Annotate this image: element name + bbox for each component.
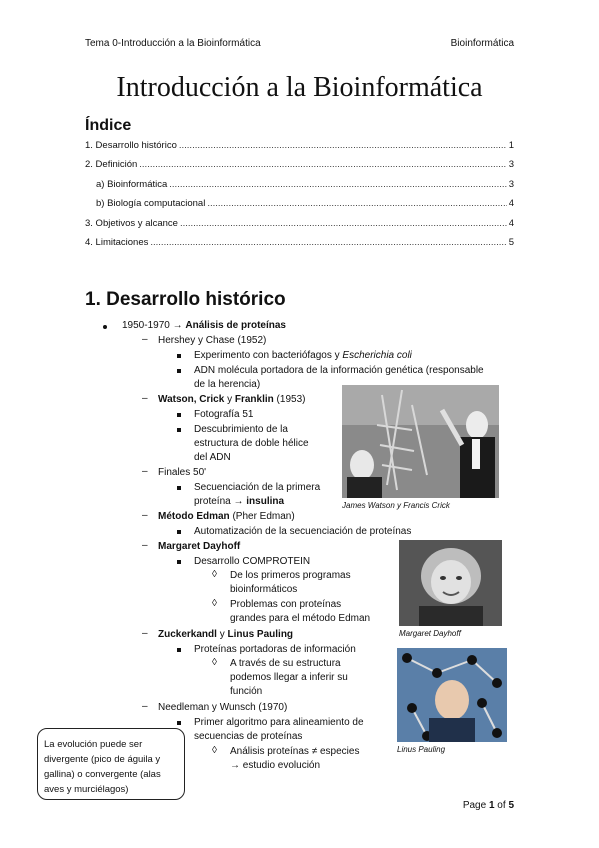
pauling-photo	[397, 648, 507, 742]
list-item-secuenciacion: Secuenciación de la primera	[194, 482, 321, 493]
list-item-adn: ADN molécula portadora de la información genética (responsable	[194, 365, 484, 376]
list-item-finales-50: Finales 50'	[158, 467, 207, 478]
diamond-icon: ◊	[212, 657, 217, 668]
list-item-problemas: Problemas con proteínas	[230, 599, 342, 610]
list-item-doble-helice: Descubrimiento de la	[194, 424, 288, 435]
toc-entry-objetivos[interactable]	[85, 218, 514, 229]
list-item-foto51: Fotografía 51	[194, 409, 254, 420]
bullet-marker	[103, 325, 107, 329]
diamond-icon: ◊	[212, 745, 217, 756]
list-item-hershey: Hershey y Chase (1952)	[158, 335, 267, 346]
pauling-caption: Linus Pauling	[397, 745, 446, 754]
running-header-right: Bioinformática	[450, 38, 514, 49]
list-item-experimento: Experimento con bacteriófagos y Escherichia coli	[194, 350, 412, 361]
toc-label: 3. Objetivos y alcance	[85, 218, 178, 229]
toc-entry-limitaciones[interactable]	[85, 237, 514, 248]
watson-crick-photo	[342, 385, 499, 498]
toc-page: 3	[508, 159, 514, 170]
toc-entry-bioinformatica[interactable]	[96, 179, 514, 190]
list-item-analisis: Análisis proteínas ≠ especies	[230, 746, 360, 757]
toc-entry-definicion[interactable]	[85, 159, 514, 170]
toc-label: 1. Desarrollo histórico	[85, 140, 177, 151]
dayhoff-caption: Margaret Dayhoff	[399, 629, 461, 638]
list-item-comprotein: Desarrollo COMPROTEIN	[194, 556, 311, 567]
watson-crick-caption: James Watson y Francis Crick	[342, 501, 450, 510]
page-title: Introducción a la Bioinformática	[116, 72, 483, 103]
toc-label: a) Bioinformática	[96, 179, 168, 190]
section-heading-desarrollo: 1. Desarrollo histórico	[85, 289, 286, 310]
running-header-left: Tema 0-Introducción a la Bioinformática	[85, 38, 261, 49]
dayhoff-photo	[399, 540, 502, 626]
timeline-period: 1950-1970 → Análisis de proteínas	[122, 320, 286, 331]
toc-label: 4. Limitaciones	[85, 237, 149, 248]
toc-page: 1	[508, 140, 514, 151]
toc-page: 3	[508, 179, 514, 190]
toc-entry-desarrollo[interactable]	[85, 140, 514, 151]
list-item-zuckerkandl-pauling: Zuckerkandl y Linus Pauling	[158, 629, 294, 640]
diamond-icon: ◊	[212, 569, 217, 580]
list-item-estructura: A través de su estructura	[230, 658, 341, 669]
page-number: Page 1 of 5	[462, 800, 514, 811]
list-item-dayhoff: Margaret Dayhoff	[158, 541, 241, 552]
list-item-algoritmo: Primer algoritmo para alineamiento de	[194, 717, 364, 728]
toc-page: 4	[508, 198, 514, 209]
list-item-watson-crick: Watson, Crick y Franklin (1953)	[158, 394, 306, 405]
index-heading: Índice	[85, 117, 132, 134]
toc-label: b) Biología computacional	[96, 198, 206, 209]
toc-page: 5	[508, 237, 514, 248]
diamond-icon: ◊	[212, 598, 217, 609]
list-item-portadoras: Proteínas portadoras de información	[194, 644, 356, 655]
evolution-note-box: La evolución puede ser divergente (pico de águila y gallina) o convergente (alas aves y murciélagos)	[37, 728, 185, 800]
list-item-edman: Método Edman (Pher Edman)	[158, 511, 295, 522]
list-item-needleman: Needleman y Wunsch (1970)	[158, 702, 288, 713]
toc-page: 4	[508, 218, 514, 229]
list-item-primeros-programas: De los primeros programas	[230, 570, 351, 581]
toc-label: 2. Definición	[85, 159, 138, 170]
list-item-automatizacion: Automatización de la secuenciación de proteínas	[194, 526, 412, 537]
toc-entry-biologia-computacional[interactable]	[96, 198, 514, 209]
